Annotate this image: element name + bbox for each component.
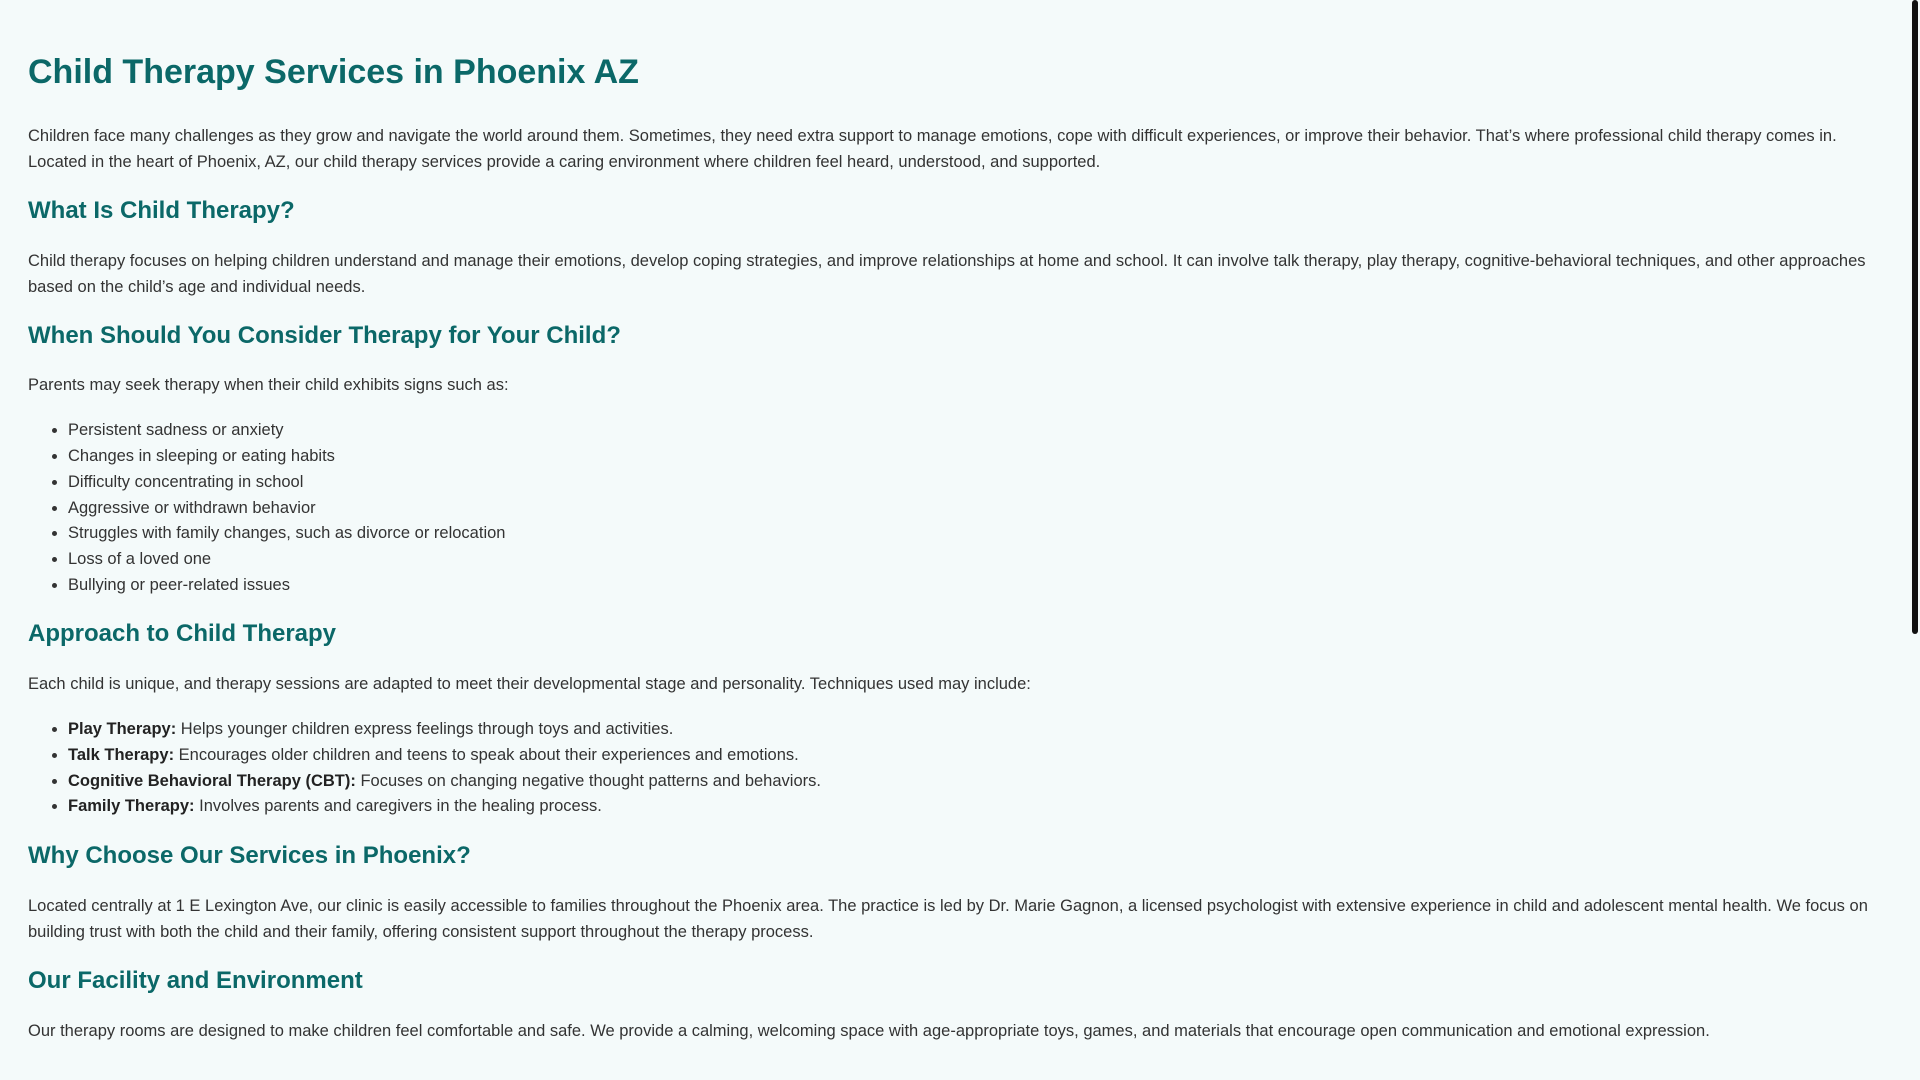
list-item: • Bullying or peer-related issues: [68, 573, 1884, 599]
section-text-facility: Our therapy rooms are designed to make children feel comfortable and safe. We provide a calming, welcoming space with age-appropriate toys, games, and materials that encourage open communication and emotional expression.: [28, 1021, 1710, 1040]
section-text-when: Parents may seek therapy when their child exhibits signs such as:: [28, 376, 509, 395]
list-item: [68, 717, 1884, 743]
section-text-why: Located centrally at 1 E Lexington Ave, our clinic is easily accessible to families throughout the Phoenix area. The practice is led by Dr. Marie Gagnon, a licensed psychologist with extensive experience in child and adolescent mental health. We focus on building trust with both the child and their family, offering consistent support throughout the therapy process.: [28, 896, 1868, 941]
section-heading-why: Why Choose Our Services in Phoenix?: [28, 841, 471, 869]
scrollbar-thumb[interactable]: [1912, 0, 1918, 634]
list-item: [68, 769, 1884, 795]
intro-paragraph: Children face many challenges as they grow and navigate the world around them. Sometimes, they need extra support to manage emotions, cope with difficult experiences, or improve their behavior. That’s where professional child therapy comes in. Located in the heart of Phoenix, AZ, our child therapy services provide a caring environment where children feel heard, understood, and supported.: [28, 126, 1837, 171]
technique-desc: Focuses on changing negative thought patterns and behaviors.: [355, 771, 821, 790]
technique-desc: Involves parents and caregivers in the healing process.: [194, 797, 602, 816]
technique-term: Family Therapy:: [68, 797, 195, 816]
techniques-list: [28, 717, 1884, 820]
technique-term: Talk Therapy:: [68, 745, 175, 764]
section-heading-when: When Should You Consider Therapy for Your Child?: [28, 321, 621, 349]
list-item: [68, 794, 1884, 820]
section-text-approach: Each child is unique, and therapy sessions are adapted to meet their developmental stage and personality. Techniques used may include:: [28, 675, 1031, 694]
technique-term: Play Therapy:: [68, 720, 177, 739]
list-item: • Struggles with family changes, such as divorce or relocation: [68, 521, 1884, 547]
list-item: • Changes in sleeping or eating habits: [68, 444, 1884, 470]
list-item: • Persistent sadness or anxiety: [68, 418, 1884, 444]
section-text-what: Child therapy focuses on helping children understand and manage their emotions, develop coping strategies, and improve relationships at home and school. It can involve talk therapy, play therapy, cognitive-behavioral techniques, and other approaches based on the child’s age and individual needs.: [28, 251, 1866, 296]
section-heading-approach: Approach to Child Therapy: [28, 620, 337, 648]
section-heading-what: What Is Child Therapy?: [28, 196, 295, 224]
list-item: [68, 743, 1884, 769]
section-heading-facility: Our Facility and Environment: [28, 966, 363, 994]
signs-list: [28, 418, 1884, 598]
list-item: • Loss of a loved one: [68, 547, 1884, 573]
page-title: Child Therapy Services in Phoenix AZ: [28, 53, 639, 91]
scrollbar[interactable]: [1908, 0, 1920, 1080]
technique-term: Cognitive Behavioral Therapy (CBT):: [68, 771, 356, 790]
list-item: • Difficulty concentrating in school: [68, 470, 1884, 496]
list-item: • Aggressive or withdrawn behavior: [68, 496, 1884, 522]
technique-desc: Helps younger children express feelings through toys and activities.: [176, 720, 674, 739]
technique-desc: Encourages older children and teens to speak about their experiences and emotions.: [174, 745, 799, 764]
